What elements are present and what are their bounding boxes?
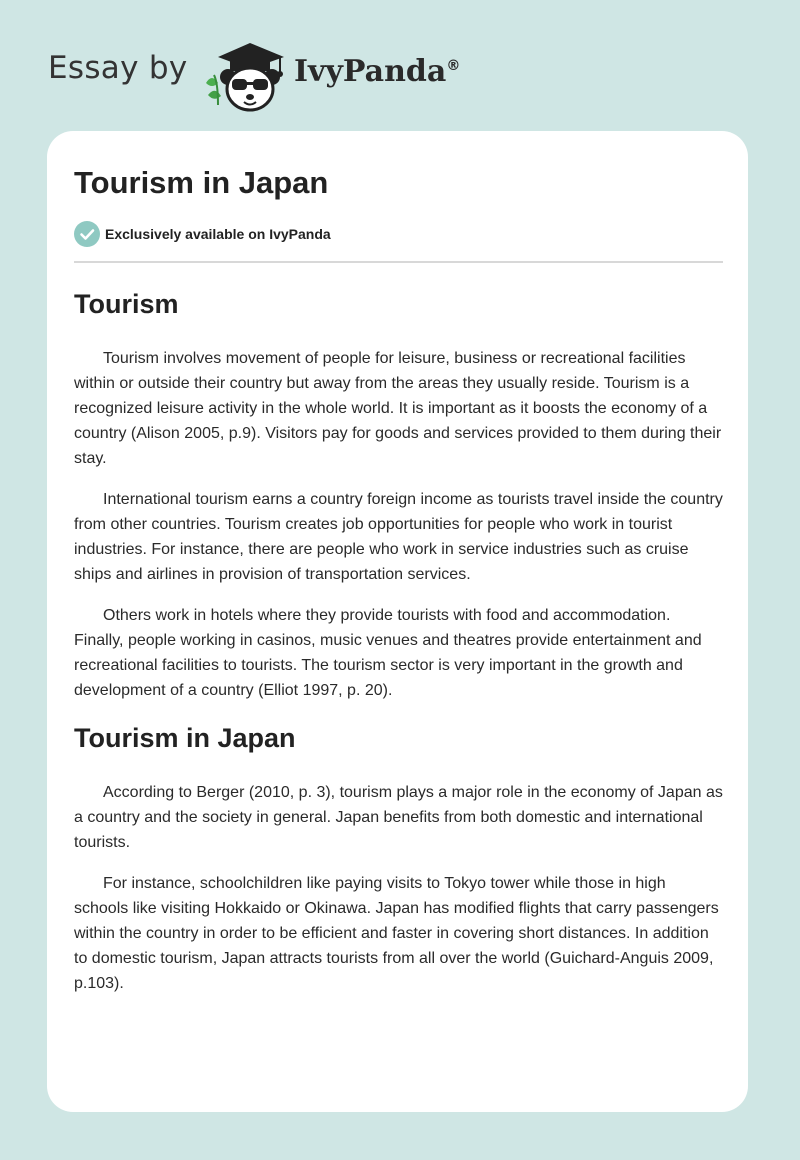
site-header — [48, 30, 748, 110]
paragraph: International tourism earns a country foreign income as tourists travel inside the country from other countries. Tourism creates job opportunities for people who work in tourist industries. For instance, there are people who work in service industries such as cruise ships and airlines in provision of transportation services. — [74, 491, 723, 583]
brand-text: IvyPanda — [294, 54, 447, 89]
article-body — [74, 291, 723, 996]
paragraph: For instance, schoolchildren like paying visits to Tokyo tower while those in high schools like visiting Hokkaido or Okinawa. Japan has modified flights that carry passengers within the country in order to be efficient and faster in covering short distances. In addition to domestic tourism, Japan attracts tourists from all over the world (Guichard-Anguis 2009, p.103). — [74, 875, 719, 992]
paragraph: According to Berger (2010, p. 3), tourism plays a major role in the economy of Japan as a country and the society in general. Japan benefits from both domestic and international tourists. — [74, 784, 723, 851]
registered-mark: ® — [446, 58, 461, 74]
divider — [74, 261, 723, 263]
section-heading: Tourism — [74, 289, 179, 319]
paragraph: Others work in hotels where they provide tourists with food and accommodation. Finally, people working in casinos, music venues and theatres provide entertainment and recreational facilities to tourists. The tourism sector is very important in the growth and development of a country (Elliot 1997, p. 20). — [74, 607, 702, 699]
essay-by-label: Essay by — [48, 50, 188, 86]
page-title: Tourism in Japan — [74, 165, 329, 200]
article-card — [47, 131, 748, 1112]
exclusive-label: Exclusively available on IvyPanda — [105, 226, 331, 242]
exclusive-badge — [74, 221, 331, 247]
paragraph: Tourism involves movement of people for leisure, business or recreational facilities within or outside their country but away from the areas they usually reside. Tourism is a recognized leisure activity in the whole world. It is important as it boosts the economy of a country (Alison 2005, p.9). Visitors pay for goods and services provided to them during their stay. — [74, 350, 722, 467]
section-heading: Tourism in Japan — [74, 723, 296, 753]
check-icon — [74, 221, 100, 247]
brand-name[interactable] — [294, 54, 460, 89]
panda-logo-icon[interactable] — [198, 35, 290, 113]
